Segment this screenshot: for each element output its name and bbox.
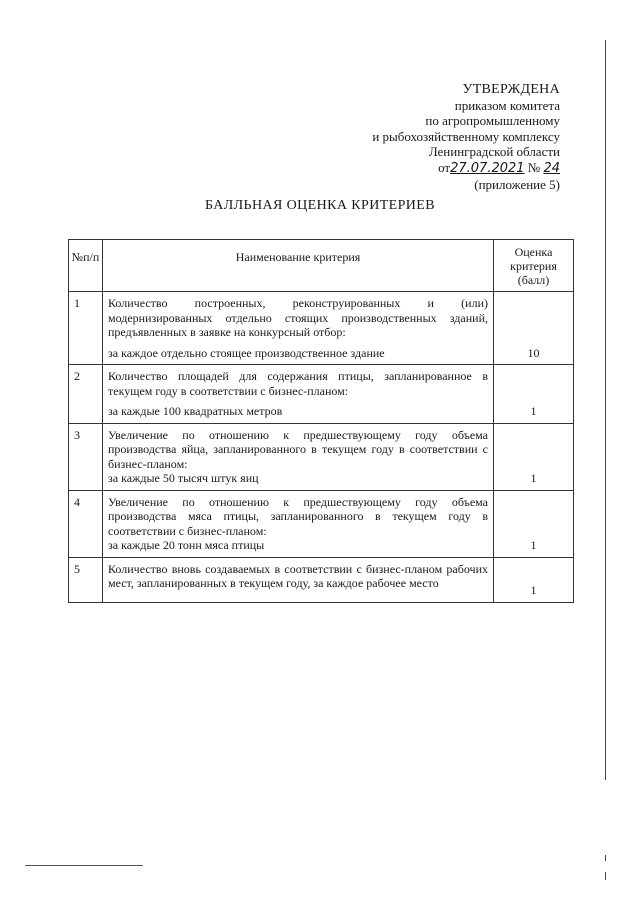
approval-line: приказом комитета bbox=[454, 97, 560, 113]
table-row bbox=[69, 423, 574, 490]
criterion-description: Количество вновь создаваемых в соответствии с бизнес-планом рабочих мест, запланированных в текущем году, за каждое рабочее место bbox=[108, 561, 488, 590]
criterion-unit: за каждые 20 тонн мяса птицы bbox=[108, 538, 265, 552]
appendix-label: (приложение 5) bbox=[474, 176, 560, 192]
scan-edge-mark bbox=[605, 855, 606, 861]
header-score: Оценка критерия (балл) bbox=[494, 240, 574, 292]
criteria-table bbox=[68, 239, 574, 603]
table-row bbox=[69, 365, 574, 424]
approval-title: УТВЕРЖДЕНА bbox=[462, 82, 560, 97]
criterion-score: 1 bbox=[494, 557, 574, 602]
criterion-unit: за каждые 100 квадратных метров bbox=[108, 404, 283, 418]
row-number: 3 bbox=[69, 423, 103, 490]
table-row bbox=[69, 292, 574, 365]
approval-line: по агропромышленному bbox=[425, 113, 560, 129]
document-title: БАЛЛЬНАЯ ОЦЕНКА КРИТЕРИЕВ bbox=[204, 198, 435, 213]
criterion-score: 1 bbox=[494, 365, 574, 424]
approval-date: 27.07.2021 bbox=[450, 160, 525, 176]
criterion-description: Количество построенных, реконструированных и (или) модернизированных отдельно стоящих производственных зданий, предъявленных в заявке на конкурсный отбор: bbox=[108, 296, 488, 339]
criterion-unit: за каждые 50 тысяч штук яиц bbox=[108, 471, 259, 485]
table-row bbox=[69, 557, 574, 602]
criterion-cell bbox=[103, 423, 494, 490]
criterion-score: 1 bbox=[494, 490, 574, 557]
criterion-cell bbox=[103, 365, 494, 424]
criterion-description: Увеличение по отношению к предшествующему году объема производства мяса птицы, запланированного в текущем году в соответствии с бизнес-планом: bbox=[108, 494, 488, 538]
scan-edge-mark bbox=[605, 872, 606, 880]
approval-number: 24 bbox=[543, 160, 560, 176]
approval-line: Ленинградской области bbox=[428, 144, 560, 160]
approval-line: и рыбохозяйственному комплексу bbox=[372, 128, 560, 144]
criterion-unit: за каждое отдельно стоящее производственное здание bbox=[108, 345, 385, 360]
criterion-cell bbox=[103, 292, 494, 365]
number-prefix: № bbox=[527, 159, 541, 175]
criterion-score: 10 bbox=[494, 292, 574, 365]
header-name: Наименование критерия bbox=[103, 240, 494, 292]
row-number: 2 bbox=[69, 365, 103, 424]
approval-date-line bbox=[372, 160, 560, 177]
footnote-rule bbox=[25, 865, 143, 866]
row-number: 1 bbox=[69, 292, 103, 365]
criterion-description: Увеличение по отношению к предшествующему году объема производства яйца, запланированного в текущем году в соответствии с бизнес-планом: bbox=[108, 427, 488, 471]
date-prefix: от bbox=[438, 159, 451, 175]
table-row bbox=[69, 490, 574, 557]
criterion-score: 1 bbox=[494, 423, 574, 490]
criterion-description: Количество площадей для содержания птицы, запланированное в текущем году в соответствии с бизнес-планом: bbox=[108, 369, 488, 398]
criterion-cell bbox=[103, 557, 494, 602]
row-number: 4 bbox=[69, 490, 103, 557]
row-number: 5 bbox=[69, 557, 103, 602]
table-header-row bbox=[69, 240, 574, 292]
scan-edge-line bbox=[605, 40, 606, 780]
header-number: №п/п bbox=[69, 240, 103, 292]
approval-block bbox=[372, 82, 560, 192]
criterion-cell bbox=[103, 490, 494, 557]
